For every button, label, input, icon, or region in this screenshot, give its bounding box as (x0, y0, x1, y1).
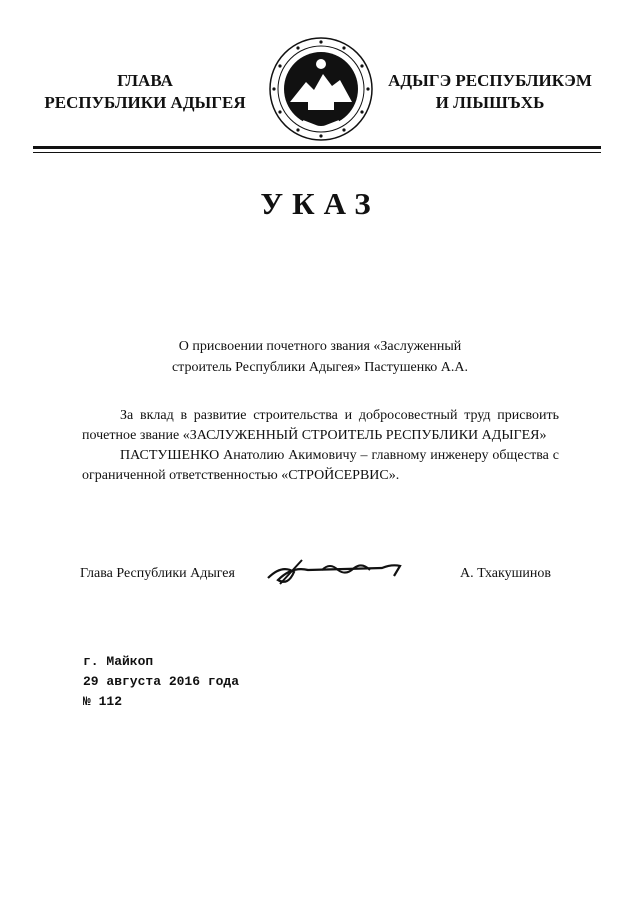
body-paragraph-2: ПАСТУШЕНКО Анатолию Акимовичу – главному инженеру общества с ограниченной ответственностью «СТРОЙСЕРВИС». (82, 448, 559, 483)
decree-body (82, 406, 559, 486)
header-left-line2: РЕСПУБЛИКИ АДЫГЕЯ (44, 93, 246, 112)
header-right-line2: И ЛІЫШЪХЬ (435, 93, 545, 112)
body-paragraph-1: За вклад в развитие строительства и добросовестный труд присвоить почетное звание «ЗАСЛУЖЕННЫЙ СТРОИТЕЛЬ РЕСПУБЛИКИ АДЫГЕЯ» (82, 408, 559, 443)
decree-footer (83, 652, 239, 712)
handwritten-signature (262, 552, 412, 592)
footer-date: 29 августа 2016 года (83, 674, 240, 689)
header-divider-thin (33, 152, 601, 153)
header-right-line1: АДЫГЭ РЕСПУБЛИКЭМ (388, 71, 592, 90)
footer-number: № 112 (83, 694, 123, 709)
header-left (30, 70, 260, 114)
signatory-title: Глава Республики Адыгея (80, 566, 235, 581)
coat-of-arms-emblem (268, 36, 374, 142)
header-divider-thick (33, 146, 601, 149)
document-title: УКАЗ (260, 186, 380, 221)
footer-city: г. Майкоп (83, 654, 154, 669)
signatory-name: А. Тхакушинов (460, 566, 551, 581)
subject-line1: О присвоении почетного звания «Заслуженный (178, 339, 462, 354)
header-left-line1: ГЛАВА (117, 71, 173, 90)
decree-subject (100, 336, 540, 378)
subject-line2: строитель Республики Адыгея» Пастушенко А.А. (171, 360, 469, 375)
header-right (375, 70, 605, 114)
